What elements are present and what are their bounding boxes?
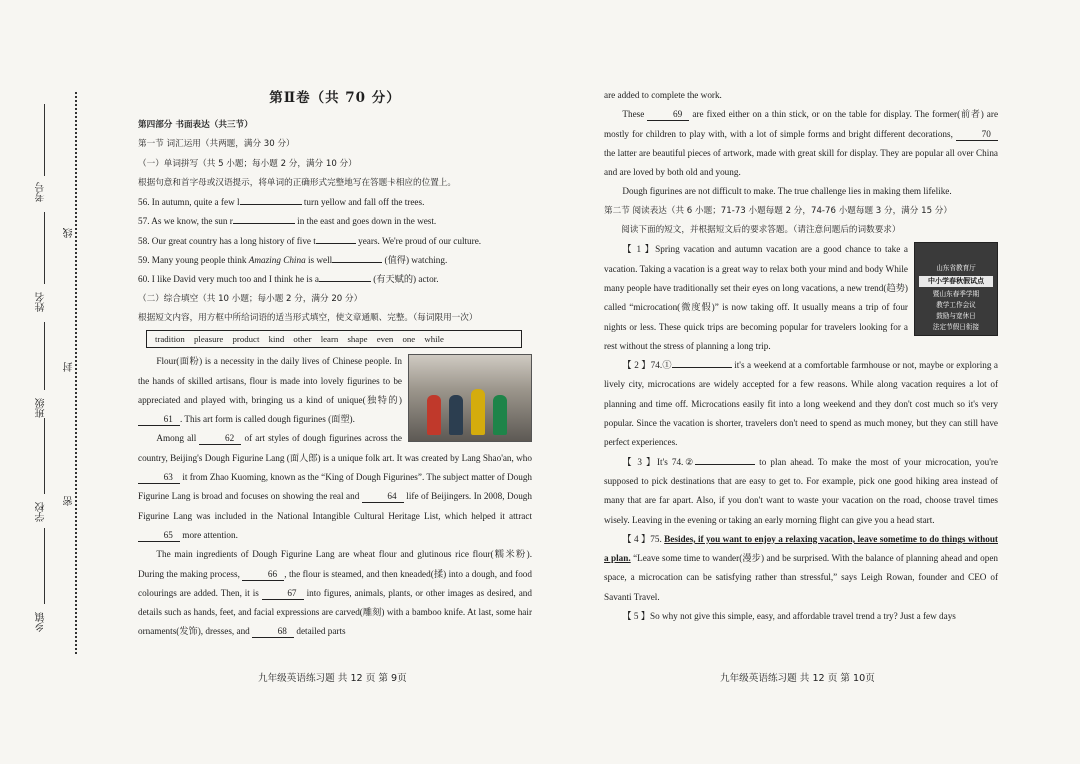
q74-1-label: 【 2 】74.①	[622, 360, 672, 371]
photo-caption-line: 教学工作会议	[936, 301, 976, 310]
blank-67: 67	[262, 587, 304, 600]
q58-text: 58. Our great country has a long history of five t	[138, 235, 316, 246]
q60-text-end: (有天赋的) actor.	[373, 274, 439, 285]
q56-text-end: turn yellow and fall off the trees.	[303, 197, 425, 208]
para3-text: The main ingredients of Dough Figurine Lang are wheat flour and glutinous rice flour(糯米粉). During the making process,	[138, 549, 532, 579]
para4-text-b: are fixed either on a thin stick, or on the table for display. The former(前者) are mostly for children to play with, with a lot of simple forms and bright different decorations,	[604, 109, 999, 139]
reading-paragraph-4	[604, 530, 998, 607]
q57-text: 57. As we know, the sun r	[138, 216, 233, 227]
cut-mark-line: 线	[64, 228, 75, 238]
part4-heading: 第四部分 书面表达（共三节）	[138, 120, 253, 130]
sub1-heading: （一）单词拼写（共 5 小题；每小题 2 分，满分 10 分）	[138, 158, 357, 169]
blank-69: 69	[647, 108, 689, 121]
blank-68: 68	[252, 625, 294, 638]
answer-blank	[316, 243, 356, 244]
para1-text-end: . This art form is called dough figurines (面塑).	[180, 414, 355, 425]
figurine-shape	[493, 395, 507, 435]
q59-text-end: (值得) watching.	[384, 255, 448, 266]
figurine-shape	[427, 395, 441, 435]
question-57	[138, 212, 532, 231]
para4-text: These	[622, 109, 645, 120]
q75-underlined-sentence: Besides, if you want to enjoy a relaxing vacation, leave sometime to do things without a plan.	[604, 533, 998, 564]
margin-label-town: 乡镇	[36, 612, 47, 632]
reading-paragraph-5: 【 5 】So why not give this simple, easy, and affordable travel trend a try? Just a few days	[622, 611, 956, 622]
question-59	[138, 251, 532, 270]
news-photo	[914, 242, 998, 336]
para3-text-c: into figures, animals, plants, or other images as desired, and details such as hands, feet, and facial expressions are carved(雕刻) with a bamboo knife. At last, some hair ornaments(发饰), dresses, and	[138, 587, 532, 637]
margin-label-school: 学校	[36, 502, 47, 522]
margin-line	[44, 104, 45, 176]
page-footer-left: 九年级英语练习题 共 12 页 第 9页	[258, 673, 407, 684]
q60-text: 60. I like David very much too and I think he is a	[138, 274, 319, 285]
photo-caption-line: 暨山东春季学期	[932, 290, 980, 299]
section2-heading: 第二节 阅读表达（共 6 小题；71-73 小题每题 2 分，74-76 小题每题 3 分，满分 15 分）	[604, 205, 952, 216]
reading-p4-text: “Leave some time to wander(漫步) and be surprised. With the balance of planning ahead and open space, a microcation can be satisfying rather than stressful,” says Leigh Rowan, founder and CEO of Savanti Travel.	[604, 553, 999, 602]
passage-paragraph-2	[138, 429, 532, 545]
para4-text-c: the latter are beautiful pieces of artwork, made with great skill for display. They are popular all over China and are loved by both old and young.	[604, 147, 998, 178]
blank-65: 65	[138, 529, 180, 542]
q59-text-mid: is well	[305, 255, 333, 266]
cut-mark-seal: 封	[64, 362, 75, 372]
reading-p3-text: to plan ahead. To make the most of your microcation, you're supposed to pick destinations that are easy to get to. For example, pick one good hiking area instead of many that are far apart. Also, if you don't want to waste your vacation on the road, choose travel times wisely. Leaving in the evening or taking an early morning flight can give you a head start.	[604, 456, 999, 525]
photo-caption-line: 鼓励与宽休日	[936, 312, 976, 321]
margin-line	[44, 528, 45, 604]
continued-line: are added to complete the work.	[604, 90, 722, 100]
blank-66: 66	[242, 568, 284, 581]
answer-blank	[332, 262, 382, 263]
blank-61: 61	[138, 413, 180, 426]
para3-text-b: , the flour is steamed, and then kneaded(揉) into a dough, and food colourings are added. Then, it is	[138, 568, 532, 598]
passage-paragraph-5: Dough figurines are not difficult to make. The true challenge lies in making them lifelike.	[622, 186, 952, 197]
para2-text-b: of art styles of dough figurines across the country, Beijing's Dough Figurine Lang (面人郎) is a unique folk art. It was created by Lang Shao'an, who	[138, 433, 532, 463]
reading-paragraph-1: 【 1 】Spring vacation and autumn vacation are a good chance to take a vacation. Taking a vacation is a great way to relax both your mind and body While many people have traditionally set their eyes on long vacations, a new trend(趋势) called “microcation(微度假)” is now taking off. It usually means a trip of four nights or less. These quick trips are becoming popular for travelers looking for a rest without the stress of planning a long trip.	[604, 244, 908, 351]
question-60	[138, 270, 532, 289]
question-56	[138, 193, 532, 212]
answer-blank	[319, 281, 371, 282]
dough-figurine-photo	[408, 354, 532, 442]
q57-text-end: in the east and goes down in the west.	[297, 216, 437, 227]
passage-paragraph-3	[138, 545, 532, 641]
para2-text-c: it from Zhao Kuoming, known as the “King of Dough Figurines”. The subject matter of Dough Figurine Lang is broad and focuses on showing the real and	[138, 472, 533, 502]
sub1-instruction: 根据句意和首字母或汉语提示，将单词的正确形式完整地写在答题卡相应的位置上。	[138, 177, 456, 188]
para2-text: Among all	[156, 433, 197, 444]
right-page	[604, 86, 998, 626]
blank-64: 64	[362, 490, 404, 503]
photo-caption-line: 山东省教育厅	[936, 264, 976, 273]
question-58	[138, 232, 532, 251]
margin-line	[44, 322, 45, 390]
para3-text-d: detailed parts	[296, 626, 346, 637]
photo-caption-line: 中小学春秋假试点	[919, 276, 993, 287]
cut-mark-secret: 密	[64, 496, 75, 506]
answer-blank	[233, 223, 295, 224]
reading-paragraph-2	[604, 356, 998, 452]
answer-blank	[240, 204, 302, 205]
margin-line	[44, 212, 45, 284]
margin-line	[44, 418, 45, 494]
para1-text: Flour(面粉) is a necessity in the daily lives of Chinese people. In the hands of skilled artisans, flour is made into lovely figurines to be appreciated and played with, bringing us a kind of unique(独特的)	[138, 356, 402, 405]
section1-heading: 第一节 词汇运用（共两题，满分 30 分）	[138, 139, 295, 150]
blank-63: 63	[138, 471, 180, 484]
q56-text: 56. In autumn, quite a few l	[138, 197, 240, 208]
figurine-shape	[449, 395, 463, 435]
figurine-shape	[471, 389, 485, 435]
q74-2-label: 【 3 】It's 74.②	[622, 456, 696, 467]
q58-text-end: years. We're proud of our culture.	[358, 235, 482, 246]
passage-paragraph-4	[604, 105, 998, 182]
q59-title-italic: Amazing China	[248, 255, 306, 266]
sub2-heading: （二）综合填空（共 10 小题；每小题 2 分，满分 20 分）	[138, 293, 363, 304]
answer-blank	[672, 367, 732, 368]
binding-dotted-line	[75, 92, 77, 654]
margin-label-name: 姓名	[36, 292, 47, 312]
sub2-instruction: 根据短文内容，用方框中所给词语的适当形式填空，使文章通顺、完整。（每词限用一次）	[138, 312, 478, 323]
page-footer-right: 九年级英语练习题 共 12 页 第 10页	[720, 673, 875, 684]
blank-70: 70	[956, 128, 998, 141]
margin-label-exam-number: 考号	[36, 182, 47, 202]
reading-paragraph-3	[604, 453, 998, 530]
blank-62: 62	[199, 432, 241, 445]
q75-label: 【 4 】75.	[622, 533, 665, 544]
para2-text-d: life of Beijingers. In 2008, Dough Figurine Lang was included in the National Intangible Cultural Heritage List, which helped it attract	[138, 491, 532, 521]
word-bank-box: tradition pleasure product kind other learn shape even one while	[146, 330, 522, 348]
left-page	[138, 86, 532, 642]
q59-text: 59. Many young people think	[138, 255, 249, 266]
section2-instruction: 阅读下面的短文，并根据短文后的要求答题。（请注意问题后的词数要求）	[621, 225, 901, 236]
reading-p2-text: it's a weekend at a comfortable farmhouse or not, maybe or exploring a lively city, microcations are widely accepted for a few reasons. While along vacation requires a lot of planning and time off. Microcations easily fit into a long weekend and they don't cost much so it's very popular. Since the vacation is shorter, travelers don't need to spend as much money, but they can still have perfect experiences.	[604, 360, 999, 448]
photo-caption-line: 法定节假日衔接	[932, 323, 980, 332]
volume-title: 第Ⅱ卷（共 70 分）	[269, 90, 401, 106]
answer-blank	[695, 464, 755, 465]
para2-text-e: more attention.	[182, 529, 238, 540]
margin-label-class: 班级	[36, 398, 47, 418]
